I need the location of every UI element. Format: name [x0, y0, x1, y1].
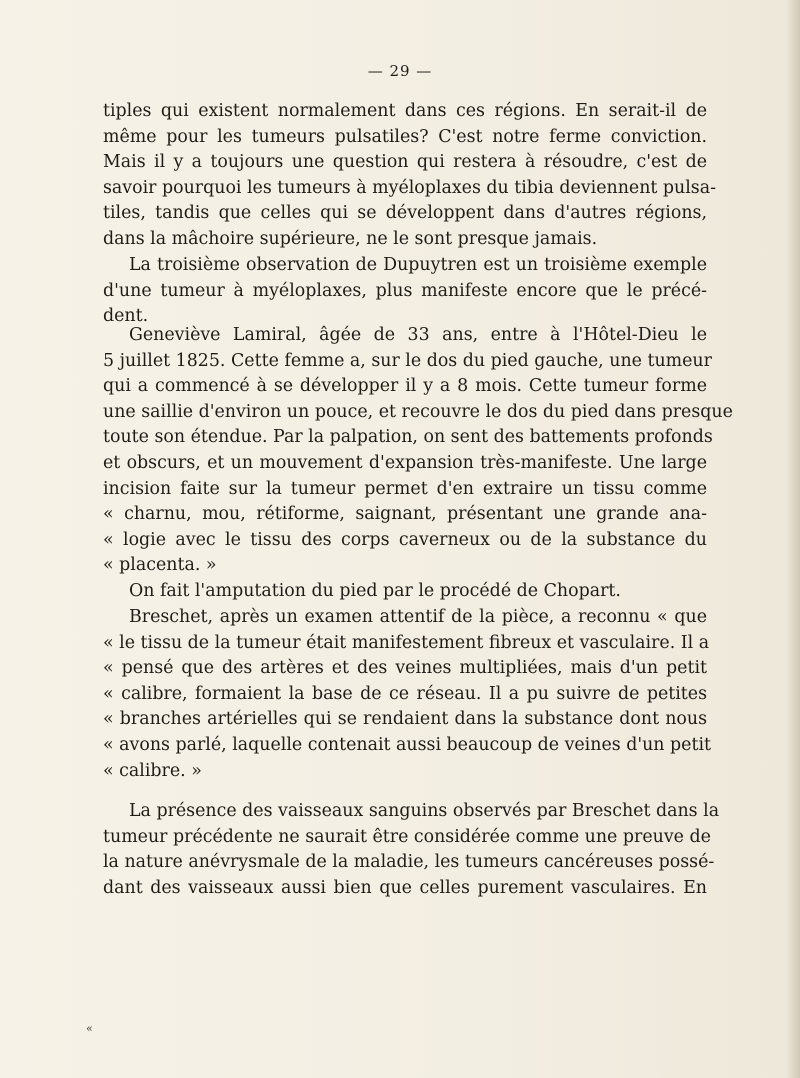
- text-line: savoir pourquoi les tumeurs à myéloplaxes du tibia deviennent pulsa-: [103, 177, 716, 198]
- text-line: Geneviève Lamiral, âgée de 33 ans, entre à l'Hôtel-Dieu le: [129, 325, 707, 345]
- paragraph-1: [103, 99, 716, 253]
- paragraph-4: [103, 579, 707, 605]
- paragraph-3: [103, 323, 733, 579]
- text-line: tiles, tandis que celles qui se développent dans d'autres régions,: [103, 203, 707, 224]
- text-line: qui a commencé à se développer il y a 8 mois. Cette tumeur forme: [103, 376, 707, 397]
- paragraph-2: [103, 253, 707, 330]
- text-line: « calibre, formaient la base de ce réseau. Il a pu suivre de petites: [103, 683, 707, 704]
- page-edge-shadow: [786, 0, 800, 1078]
- text-line: incision faite sur la tumeur permet d'en extraire un tissu comme: [103, 478, 707, 499]
- text-line: La troisième observation de Dupuytren est un troisième exemple: [129, 255, 707, 275]
- text-line: « calibre. »: [103, 760, 202, 781]
- text-line: « charnu, mou, rétiforme, saignant, présentant une grande ana-: [103, 504, 707, 525]
- stray-mark: «: [86, 1022, 93, 1035]
- text-line: On fait l'amputation du pied par le procédé de Chopart.: [129, 581, 621, 601]
- text-line: La présence des vaisseaux sanguins observés par Breschet dans la: [129, 801, 720, 821]
- text-line: « pensé que des artères et des veines multipliées, mais d'un petit: [103, 658, 707, 679]
- page-number: — 29 —: [367, 62, 433, 80]
- text-line: d'une tumeur à myéloplaxes, plus manifeste encore que le précé-: [103, 280, 707, 301]
- text-line: toute son étendue. Par la palpation, on sent des battements profonds: [103, 427, 713, 448]
- text-line: « logie avec le tissu des corps caverneux ou de la substance du: [103, 529, 707, 550]
- text-line: « placenta. »: [103, 555, 217, 576]
- text-line: dant des vaisseaux aussi bien que celles purement vasculaires. En: [103, 877, 707, 898]
- text-line: Mais il y a toujours une question qui restera à résoudre, c'est de: [103, 152, 707, 173]
- text-line: « avons parlé, laquelle contenait aussi beaucoup de veines d'un petit: [103, 734, 711, 755]
- text-line: Breschet, après un examen attentif de la pièce, a reconnu « que: [129, 607, 707, 627]
- text-line: et obscurs, et un mouvement d'expansion très-manifeste. Une large: [103, 452, 707, 473]
- text-line: tiples qui existent normalement dans ces régions. En serait-il de: [103, 101, 707, 121]
- text-line: dent.: [103, 306, 149, 327]
- text-line: tumeur précédente ne saurait être considérée comme une preuve de: [103, 826, 711, 847]
- text-line: 5 juillet 1825. Cette femme a, sur le dos du pied gauche, une tumeur: [103, 350, 712, 371]
- text-line: une saillie d'environ un pouce, et recouvre le dos du pied dans presque: [103, 401, 733, 422]
- paragraph-5: [103, 605, 711, 784]
- text-line: « branches artérielles qui se rendaient dans la substance dont nous: [103, 709, 707, 730]
- text-line: même pour les tumeurs pulsatiles? C'est notre ferme conviction.: [103, 126, 707, 147]
- text-line: la nature anévrysmale de la maladie, les tumeurs cancéreuses possé-: [103, 852, 715, 873]
- text-line: dans la mâchoire supérieure, ne le sont presque jamais.: [103, 228, 598, 249]
- text-line: « le tissu de la tumeur était manifestement fibreux et vasculaire. Il a: [103, 632, 710, 653]
- paragraph-6: [103, 799, 720, 901]
